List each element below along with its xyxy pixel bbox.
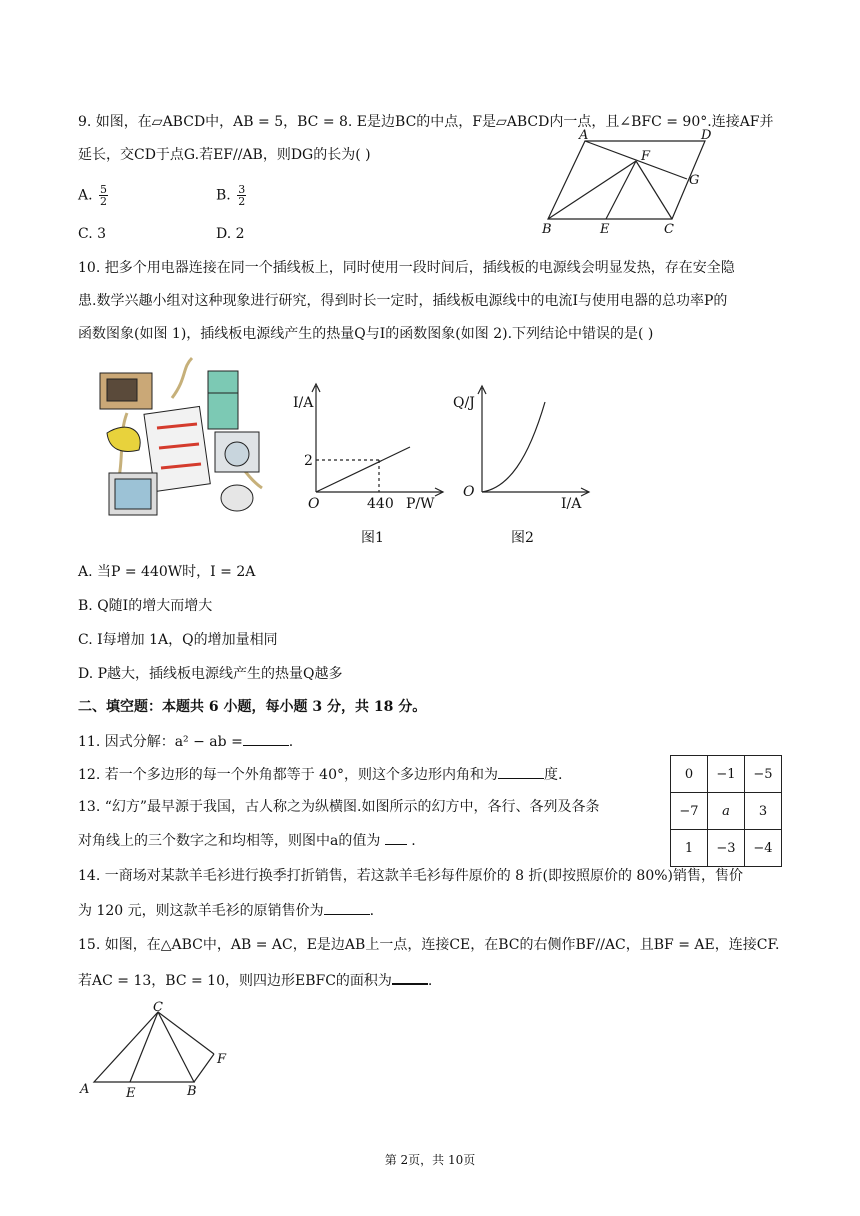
q9-line1: 9. 如图，在▱ABCD中，AB = 5，BC = 8. E是边BC的中点，F是▱ABCD内一点，且∠BFC = 90°.连接AF并 — [78, 114, 774, 130]
graph-1-y-tick: 2 — [304, 453, 313, 469]
q9-label-b: B — [542, 222, 552, 237]
graph-2-origin: O — [463, 484, 475, 500]
graph-1-x-axis-label: P/W — [406, 496, 435, 512]
q14-answer-blank — [324, 900, 370, 915]
q11-line: 11. 因式分解：a² − ab = . — [78, 731, 293, 752]
q14-line1: 14. 一商场对某款羊毛衫进行换季打折销售，若这款羊毛衫每件原价的 8 折(即按照原价的 80%)销售，售价 — [78, 868, 744, 884]
q15-label-c: C — [153, 1000, 163, 1015]
magic-square-grid — [670, 755, 782, 867]
q9-option-a-numerator: 5 — [100, 183, 108, 196]
q9-parallelogram-figure — [540, 128, 740, 237]
refrigerator-icon — [208, 371, 238, 429]
q10-option-a: A. 当P = 440W时，I = 2A — [78, 564, 256, 580]
magic-cell-unknown: a — [708, 793, 745, 830]
q9-label-a: A — [579, 128, 589, 143]
q15-triangle-figure — [78, 1000, 238, 1100]
q14-line2: 为 120 元，则这款羊毛衫的原销售价为 . — [78, 900, 374, 921]
q15-label-b: B — [187, 1084, 197, 1099]
q15-label-f: F — [217, 1052, 227, 1067]
q9-option-b-numerator: 3 — [238, 183, 246, 196]
q9-option-c: C. 3 — [78, 226, 107, 242]
q9-option-a-denominator: 2 — [100, 195, 108, 208]
q15-label-a: A — [80, 1082, 90, 1097]
q12-answer-blank — [498, 764, 544, 779]
q9-option-b: B. $\frac{3}{2}$ — [216, 183, 246, 208]
q15-line1: 15. 如图，在△ABC中，AB = AC，E是边AB上一点，连接CE，在BC的右侧作BF//AC，且BF = AE，连接CF. — [78, 937, 780, 953]
q15-answer-blank — [392, 969, 428, 985]
magic-cell: −3 — [708, 830, 745, 867]
q11-answer-blank — [243, 731, 289, 746]
q12-line: 12. 若一个多边形的每一个外角都等于 40°，则这个多边形内角和为 度. — [78, 764, 562, 785]
graph-1-current-vs-power — [293, 380, 443, 550]
graph-2-caption: 图2 — [511, 530, 534, 546]
section-heading: 二、填空题：本题共 6 小题，每小题 3 分，共 18 分。 — [78, 699, 427, 715]
graph-2-x-axis-label: I/A — [561, 496, 582, 512]
magic-cell: 1 — [671, 830, 708, 867]
q10-option-c: C. I每增加 1A，Q的增加量相同 — [78, 632, 278, 648]
q15-label-e: E — [126, 1086, 136, 1101]
q10-option-d: D. P越大，插线板电源线产生的热量Q越多 — [78, 666, 343, 682]
q9-option-a: A. $\frac{5}{2}$ — [78, 183, 108, 208]
q9-label-c: C — [664, 222, 674, 237]
graph-1-caption: 图1 — [361, 530, 384, 546]
iron-icon — [107, 427, 140, 451]
q13-answer-blank — [385, 830, 407, 845]
q10-line1: 10. 把多个用电器连接在同一个插线板上，同时使用一段时间后，插线板的电源线会明显发热，存在安全隐 — [78, 260, 735, 276]
q13-line1: 13. “幻方”最早源于我国，古人称之为纵横图.如图所示的幻方中，各行、各列及各条 — [78, 799, 600, 815]
graph-1-origin: O — [308, 496, 320, 512]
q13-line2: 对角线上的三个数字之和均相等，则图中a的值为 . — [78, 830, 416, 851]
magic-cell: 3 — [745, 793, 782, 830]
q10-line2: 患.数学兴趣小组对这种现象进行研究，得到时长一定时，插线板电源线中的电流I与使用电器的总功率P的 — [78, 293, 728, 309]
magic-cell: −7 — [671, 793, 708, 830]
q9-line2: 延长，交CD于点G.若EF//AB，则DG的长为( ) — [78, 147, 371, 163]
magic-cell: −4 — [745, 830, 782, 867]
q15-line2: 若AC = 13，BC = 10，则四边形EBFC的面积为 . — [78, 969, 432, 991]
q9-label-g: G — [689, 173, 700, 188]
rice-cooker-icon — [221, 485, 253, 511]
magic-cell: −1 — [708, 756, 745, 793]
graph-1-x-tick: 440 — [367, 496, 394, 512]
appliances-illustration — [97, 358, 267, 528]
page-footer: 第 2页，共 10页 — [384, 1153, 476, 1167]
magic-cell: 0 — [671, 756, 708, 793]
graph-1-y-axis-label: I/A — [293, 395, 314, 411]
graph-2-heat-vs-current — [453, 380, 603, 550]
q10-option-b: B. Q随I的增大而增大 — [78, 598, 213, 614]
q9-option-d: D. 2 — [216, 226, 245, 242]
graph-2-y-axis-label: Q/J — [453, 395, 475, 411]
q9-label-f: F — [641, 149, 651, 164]
q9-label-e: E — [600, 222, 610, 237]
q9-label-d: D — [701, 128, 712, 143]
q9-option-b-denominator: 2 — [238, 195, 246, 208]
magic-cell: −5 — [745, 756, 782, 793]
q10-line3: 函数图象(如图 1)，插线板电源线产生的热量Q与I的函数图象(如图 2).下列结论中错误的是( ) — [78, 326, 654, 342]
